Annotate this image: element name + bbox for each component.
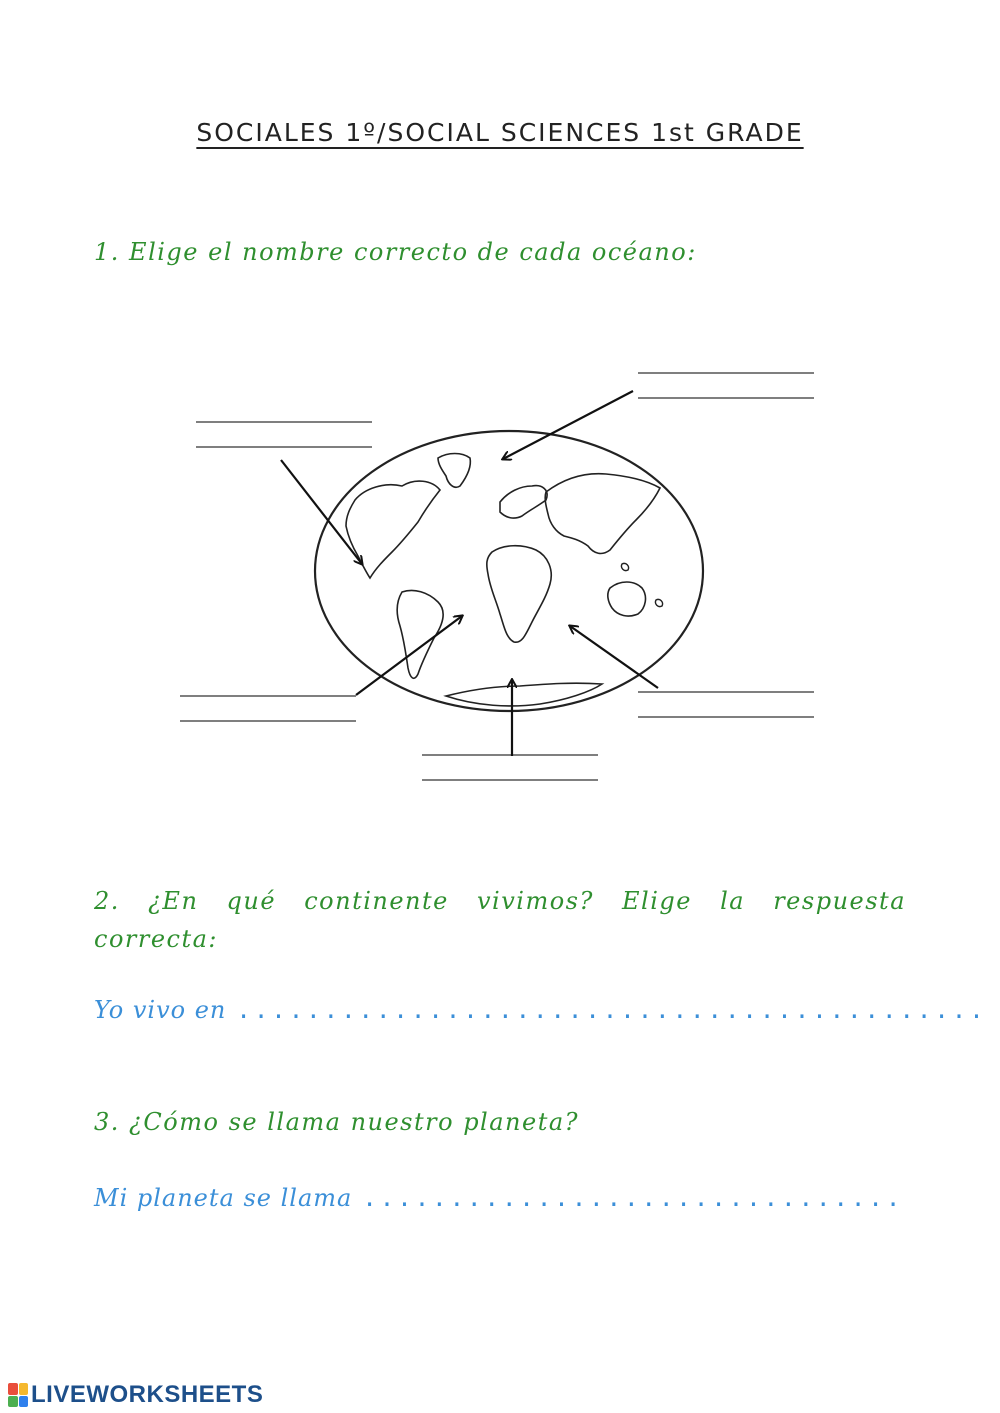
greenland-shape xyxy=(438,454,470,488)
ocean-blank-bottom-center[interactable] xyxy=(422,755,598,780)
europe-shape xyxy=(500,486,547,518)
answer-1-prefix: Yo vivo en xyxy=(94,996,227,1024)
arrow-pacific xyxy=(281,460,362,564)
australia-shape xyxy=(608,582,646,616)
logo-square-blue xyxy=(19,1396,29,1408)
arrow-indian xyxy=(570,626,658,688)
ocean-blank-top-right[interactable] xyxy=(638,373,814,398)
logo-square-red xyxy=(8,1383,18,1395)
question-1 xyxy=(94,238,697,266)
arrow-arctic xyxy=(503,391,633,459)
question-3 xyxy=(94,1108,579,1136)
logo-text: LIVEWORKSHEETS xyxy=(31,1381,264,1408)
north-america-shape xyxy=(346,481,440,578)
ocean-blank-bottom-left[interactable] xyxy=(180,696,356,721)
world-map-exercise xyxy=(170,360,830,790)
question-2 xyxy=(94,882,906,958)
question-1-number: 1. xyxy=(94,238,120,266)
answer-2-dots[interactable]: ............................... xyxy=(362,1184,904,1212)
question-2-text: ¿En qué continente vivimos? Elige la respuesta correcta: xyxy=(94,887,906,953)
question-1-text: Elige el nombre correcto de cada océano: xyxy=(129,238,697,266)
world-map-icon xyxy=(170,360,830,790)
logo-square-green xyxy=(8,1396,18,1408)
logo-icon xyxy=(8,1383,28,1407)
answer-1-line[interactable] xyxy=(94,996,987,1024)
answer-1-dots[interactable]: ........................................... xyxy=(236,996,987,1024)
question-2-number: 2. xyxy=(94,887,120,915)
worksheet-title: SOCIALES 1º/SOCIAL SCIENCES 1st GRADE xyxy=(196,118,804,147)
asia-shape xyxy=(545,474,660,554)
question-3-text: ¿Cómo se llama nuestro planeta? xyxy=(129,1108,580,1136)
answer-2-prefix: Mi planeta se llama xyxy=(94,1184,353,1212)
question-3-number: 3. xyxy=(94,1108,120,1136)
ocean-blank-bottom-right[interactable] xyxy=(638,692,814,717)
liveworksheets-logo[interactable] xyxy=(8,1380,263,1410)
ocean-blank-top-left[interactable] xyxy=(196,422,372,447)
logo-square-yellow xyxy=(19,1383,29,1395)
islands-shape xyxy=(621,563,662,606)
africa-shape xyxy=(487,546,551,643)
answer-2-line[interactable] xyxy=(94,1184,903,1212)
globe-outline xyxy=(315,431,703,711)
arrow-atlantic xyxy=(356,616,462,695)
